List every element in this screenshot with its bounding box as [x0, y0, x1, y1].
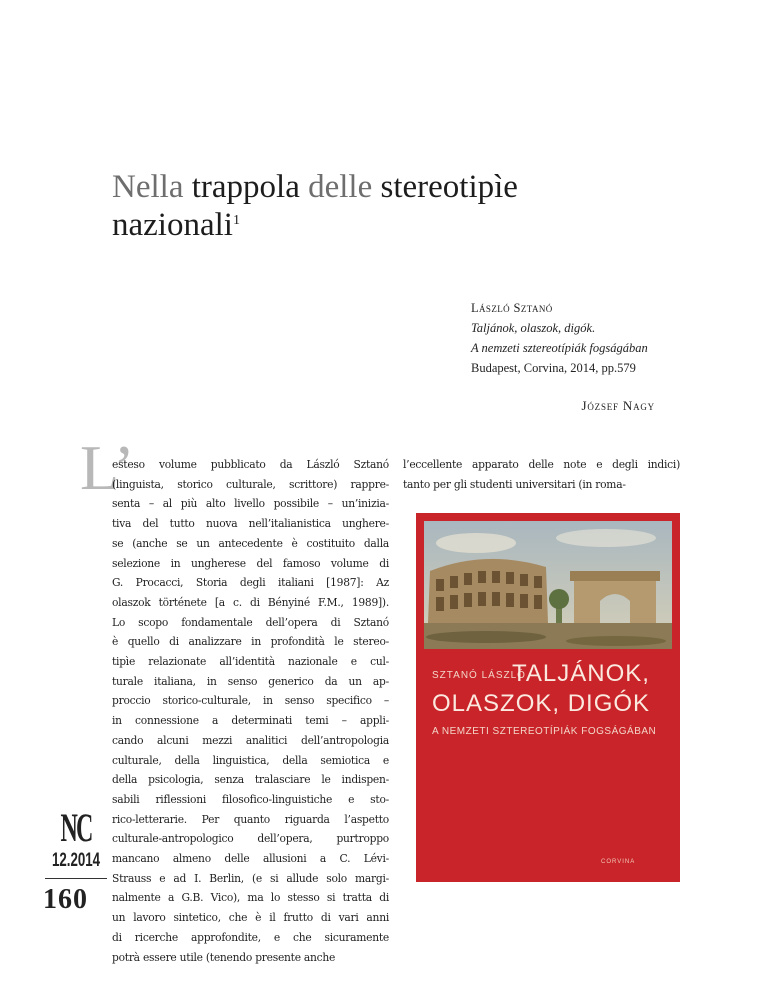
text-line: Lo scopo fondamentale dell’opera di Sztanó	[112, 615, 389, 629]
reviewer-name: József Nagy	[581, 398, 655, 413]
text-line: un lavoro sintetico, che è il frutto di vari anni	[112, 911, 389, 925]
text-line: l’eccellente apparato delle note e degli indici)	[403, 458, 680, 471]
text-line: selezione in ungherese del famoso volume di	[112, 556, 389, 570]
text-line: turale italiana, in senso generico da un ap-	[112, 674, 389, 688]
book-title-line-2: A nemzeti sztereotípiák fogságában	[471, 341, 648, 355]
text-line: culturale, della linguistica, della semiotica e	[112, 753, 389, 767]
text-line: tanto per gli studenti universitari (in roma-	[403, 477, 626, 491]
text-line: senta – al più alto livello possibile – un’inizia-	[112, 497, 389, 511]
title-word: delle	[308, 169, 373, 205]
page-number: 160	[43, 884, 88, 915]
text-line: esteso volume pubblicato da László Sztanó	[112, 458, 389, 471]
cover-publisher: CORVINA	[601, 859, 636, 865]
text-line: Strauss e ad I. Berlin, (e si allude solo margi-	[112, 871, 389, 885]
right-text-column	[403, 455, 680, 494]
title-word: nazionali	[112, 207, 233, 243]
cover-title-line-2: OLASZOK, DIGÓK	[432, 690, 651, 717]
text-line: sabili riflessioni filosofico-linguistiche e sto-	[112, 792, 389, 806]
left-text-column	[112, 455, 389, 967]
book-title-line-1: Taljánok, olaszok, digók.	[471, 321, 596, 335]
book-publication: Budapest, Corvina, 2014, pp.579	[471, 361, 636, 375]
book-cover-image	[416, 513, 680, 882]
text-line: proccio storico-culturale, in senso specifico –	[112, 694, 389, 708]
journal-logo-mark: NC	[60, 805, 92, 850]
article-title	[112, 168, 518, 244]
text-line: se (anche se un antecedente è costituito dalla	[112, 536, 389, 550]
journal-issue: 12.2014	[51, 850, 101, 871]
text-line: potrà essere utile (tenendo presente anche	[112, 950, 336, 964]
text-line: culturale-antropologico dell’opera, purtroppo	[112, 832, 389, 846]
title-word: trappola	[191, 169, 300, 205]
cover-author: SZTANÓ LÁSZLÓ	[432, 670, 526, 681]
book-reference	[471, 298, 648, 378]
text-line: rico-letterarie. Per quanto riguarda l’aspetto	[112, 812, 389, 826]
title-word: stereotipìe	[380, 169, 518, 205]
text-line: tipìe relazionate all’identità nazionale e cul-	[112, 655, 389, 669]
book-author: László Sztanó	[471, 301, 553, 315]
text-line: della psicologia, senza tralasciare le indispen-	[112, 773, 389, 787]
text-line: olaszok története [a c. di Bényiné F.M., 1989]).	[112, 595, 389, 609]
journal-logo	[40, 805, 112, 879]
text-line: in connessione a determinati temi – appli-	[112, 714, 389, 728]
text-line: è quello di analizzare in profondità le stereo-	[112, 635, 389, 649]
text-line: di ricerche approfondite, e che sicuramente	[112, 930, 389, 944]
text-line: cando alcuni mezzi analitici dell’antropologia	[112, 733, 389, 747]
cover-subtitle: A NEMZETI SZTEREOTÍPIÁK FOGSÁGÁBAN	[432, 726, 657, 737]
title-word: Nella	[112, 169, 184, 205]
text-line: mancano almeno delle allusioni a C. Lévi-	[112, 852, 389, 866]
text-line: G. Procacci, Storia degli italiani [1987]: Az	[112, 576, 389, 590]
cover-title-line-1: TALJÁNOK,	[512, 660, 650, 687]
text-line: (linguista, storico culturale, scrittore) rappre-	[112, 477, 389, 491]
divider	[45, 878, 107, 879]
text-line: nalmente a G.B. Vico), ma lo stesso si tratta di	[112, 891, 389, 905]
footnote-marker[interactable]: 1	[232, 213, 240, 228]
text-line: tiva del tutto nuova nell’italianistica unghere-	[112, 517, 389, 531]
drop-cap: L’	[80, 432, 135, 503]
